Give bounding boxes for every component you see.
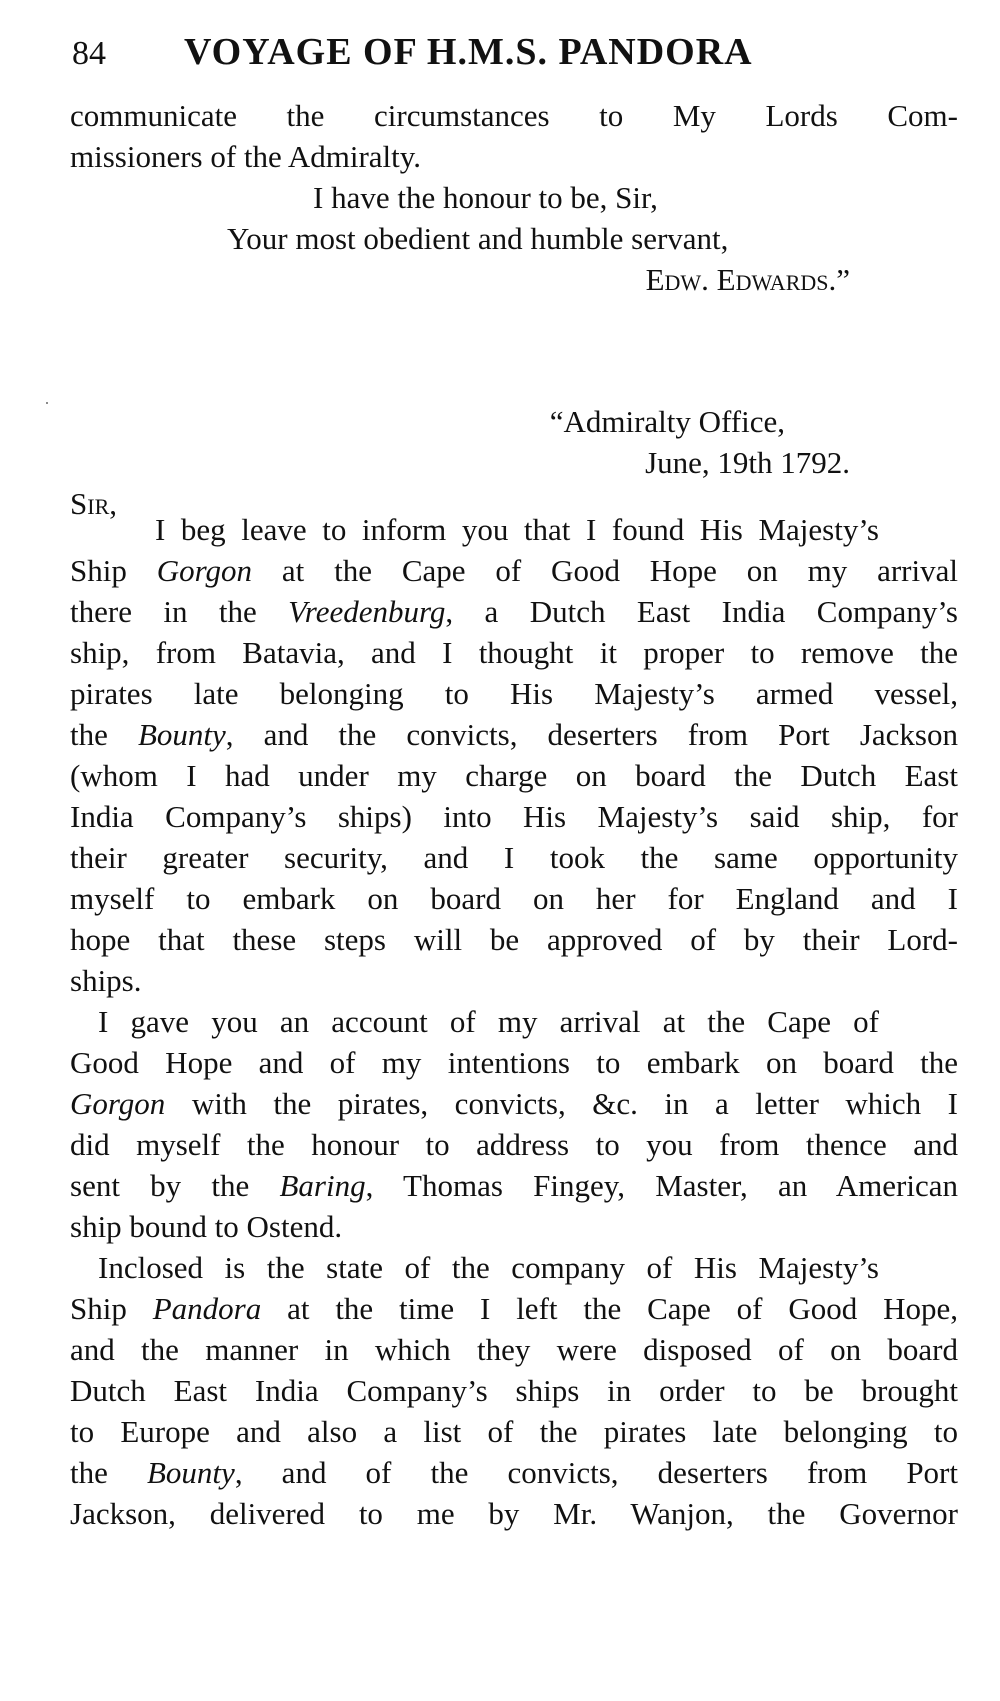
- letter-place: “Admiralty Office,: [549, 404, 785, 439]
- paper-speck: [46, 402, 48, 404]
- text-line: pirates late belonging to His Majesty’s armed vessel,: [70, 676, 958, 711]
- signature: Edw. Edwards.”: [645, 262, 850, 297]
- text-line: the Bounty, and the convicts, deserters from Port Jackson: [70, 717, 958, 752]
- text-line: sent by the Baring, Thomas Fingey, Master, an American: [70, 1168, 958, 1203]
- text-line: Jackson, delivered to me by Mr. Wanjon, the Governor: [70, 1496, 958, 1531]
- salutation: Sir,: [70, 486, 117, 521]
- ship-name: Gorgon: [156, 553, 253, 588]
- text-line: Inclosed is the state of the company of His Majesty’s: [98, 1250, 879, 1285]
- text-line: Good Hope and of my intentions to embark on board the: [70, 1045, 958, 1080]
- ship-name: Vreedenburg: [288, 594, 446, 629]
- text-line: to Europe and also a list of the pirates late belonging to: [70, 1414, 958, 1449]
- text-line: the Bounty, and of the convicts, deserters from Port: [70, 1455, 958, 1490]
- text-line: ship, from Batavia, and I thought it proper to remove the: [70, 635, 958, 670]
- text-line: (whom I had under my charge on board the Dutch East: [70, 758, 958, 793]
- text-line: Ship Gorgon at the Cape of Good Hope on my arrival: [70, 553, 958, 588]
- text-line: and the manner in which they were disposed of on board: [70, 1332, 958, 1367]
- text-line: hope that these steps will be approved of by their Lord-: [70, 922, 958, 957]
- text-line: Dutch East India Company’s ships in order to be brought: [70, 1373, 958, 1408]
- text-line: communicate the circumstances to My Lords Com-: [70, 98, 958, 133]
- ship-name: Baring: [279, 1168, 366, 1203]
- text-line: their greater security, and I took the same opportunity: [70, 840, 958, 875]
- closing-line: I have the honour to be, Sir,: [313, 180, 658, 215]
- text-line: Ship Pandora at the time I left the Cape of Good Hope,: [70, 1291, 958, 1326]
- ship-name: Bounty: [137, 717, 226, 752]
- text-line: did myself the honour to address to you from thence and: [70, 1127, 958, 1162]
- text-line: I beg leave to inform you that I found His Majesty’s: [155, 512, 879, 547]
- page-number: 84: [72, 35, 106, 72]
- text-line: I gave you an account of my arrival at the Cape of: [98, 1004, 879, 1039]
- running-title: VOYAGE OF H.M.S. PANDORA: [184, 31, 753, 73]
- ship-name: Bounty: [147, 1455, 235, 1490]
- text-line: missioners of the Admiralty.: [70, 139, 422, 174]
- text-line: India Company’s ships) into His Majesty’s said ship, for: [70, 799, 958, 834]
- text-line: ships.: [70, 963, 142, 998]
- text-line: ship bound to Ostend.: [70, 1209, 343, 1244]
- ship-name: Pandora: [152, 1291, 262, 1326]
- letter-date: June, 19th 1792.: [645, 445, 850, 480]
- closing-line: Your most obedient and humble servant,: [227, 221, 729, 256]
- ship-name: Gorgon: [70, 1086, 166, 1121]
- page-header: [72, 30, 952, 78]
- text-line: myself to embark on board on her for England and I: [70, 881, 958, 916]
- text-line: there in the Vreedenburg, a Dutch East India Company’s: [70, 594, 958, 629]
- text-line: Gorgon with the pirates, convicts, &c. in a letter which I: [70, 1086, 958, 1121]
